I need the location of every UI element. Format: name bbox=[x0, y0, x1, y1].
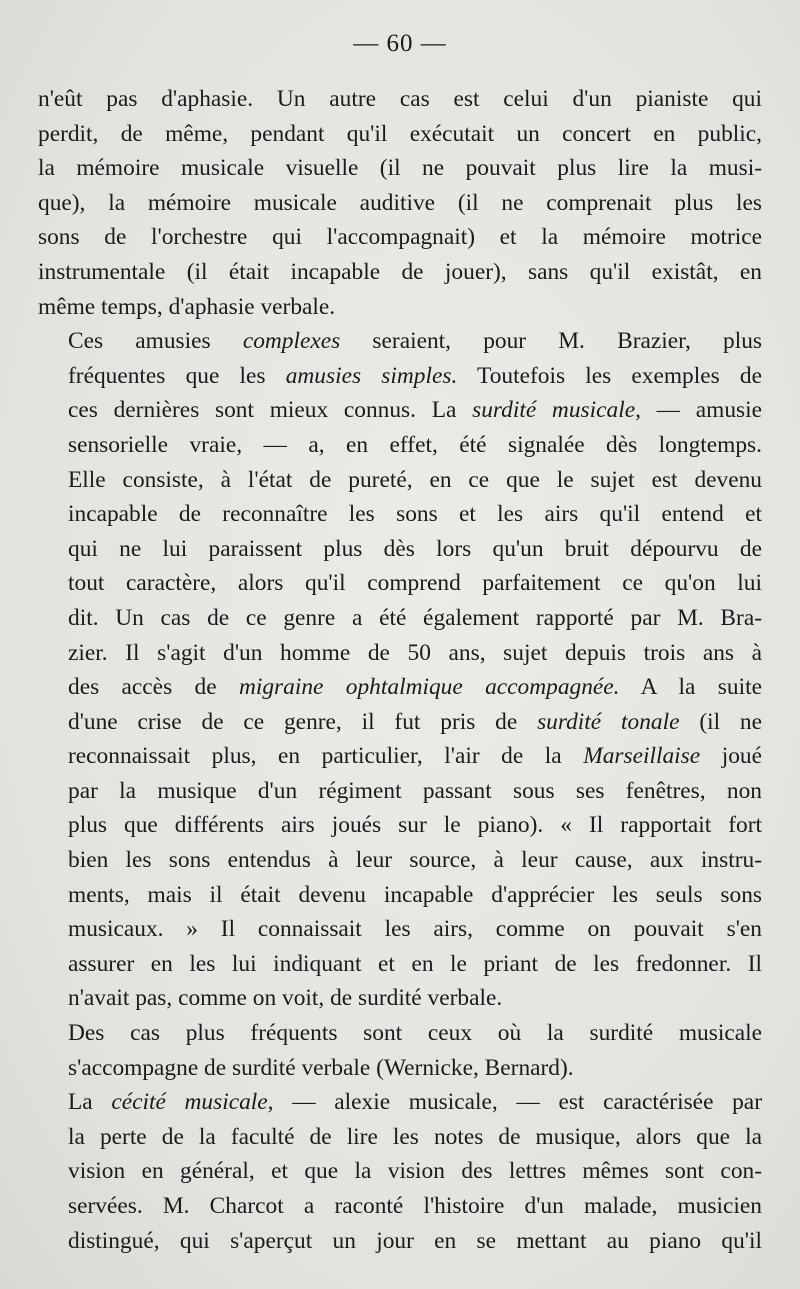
text-run: la mémoire musicale visuelle (il ne pouvait plus lire la musi- bbox=[38, 155, 762, 182]
text-run: musicaux. » Il connaissait les airs, comme on pouvait s'en bbox=[68, 916, 762, 943]
text-run: servées. M. Charcot a raconté l'histoire d'un malade, musicien bbox=[68, 1193, 762, 1219]
text-run: — alexie musicale, — est caractérisée par bbox=[273, 1089, 762, 1116]
text-run: Toutefois les exemples de bbox=[457, 362, 762, 389]
text-run: fréquentes que les bbox=[68, 362, 286, 389]
text-line bbox=[38, 151, 762, 186]
text-run: instrumentale (il était incapable de jouer), sans qu'il existât, en bbox=[38, 258, 762, 285]
text-run: bien les sons entendus à leur source, à leur cause, aux instru- bbox=[68, 847, 762, 874]
text-run: même temps, d'aphasie verbale. bbox=[38, 293, 336, 320]
paragraph bbox=[38, 82, 762, 324]
text-run: la perte de la faculté de lire les notes de musique, alors que la bbox=[68, 1123, 762, 1150]
text-run: dit. Un cas de ce genre a été également rapporté par M. Bra- bbox=[68, 604, 762, 631]
text-line bbox=[38, 1224, 762, 1259]
text-run: La bbox=[68, 1089, 112, 1116]
text-run: seraient, pour M. Brazier, plus bbox=[340, 328, 762, 355]
body-text bbox=[38, 82, 762, 1258]
italic-term: cécité musicale, bbox=[111, 1089, 274, 1116]
text-run: Elle consiste, à l'état de pureté, en ce que le sujet est devenu bbox=[68, 466, 762, 493]
text-run: n'eût pas d'aphasie. Un autre cas est celui d'un pianiste qui bbox=[38, 86, 762, 112]
text-line bbox=[38, 808, 762, 843]
text-line bbox=[38, 947, 762, 982]
italic-term: surdité musicale, bbox=[472, 397, 641, 424]
italic-term: migraine ophtalmique accompagnée. bbox=[238, 674, 620, 701]
text-line bbox=[38, 670, 762, 705]
text-run: vision en général, et que la vision des lettres mêmes sont con- bbox=[68, 1158, 762, 1185]
paragraph bbox=[38, 1085, 762, 1258]
paragraph bbox=[38, 324, 762, 1016]
paragraph bbox=[38, 1016, 762, 1085]
text-line bbox=[38, 878, 762, 913]
text-line bbox=[38, 463, 762, 498]
text-run: qui ne lui paraissent plus dès lors qu'un bruit dépourvu de bbox=[68, 535, 762, 562]
text-run: assurer en les lui indiquant et en le priant de les fredonner. Il bbox=[68, 950, 762, 977]
page-number: — 60 — bbox=[353, 30, 447, 57]
text-run: d'une crise de ce genre, il fut pris de bbox=[68, 708, 538, 735]
text-line bbox=[38, 220, 762, 255]
text-line bbox=[38, 912, 762, 947]
text-run: (il ne bbox=[679, 708, 763, 735]
text-line bbox=[38, 1085, 762, 1120]
text-line bbox=[38, 636, 762, 671]
italic-term: surdité tonale bbox=[537, 708, 680, 735]
text-line bbox=[38, 532, 762, 567]
text-line bbox=[38, 324, 762, 359]
text-run: Des cas plus fréquents sont ceux où la surdité musicale bbox=[68, 1020, 762, 1047]
text-line bbox=[38, 705, 762, 740]
text-line bbox=[38, 393, 762, 428]
text-run: ments, mais il était devenu incapable d'apprécier les seuls sons bbox=[68, 881, 762, 908]
text-run: — amusie bbox=[640, 397, 763, 424]
text-line bbox=[38, 843, 762, 878]
text-line bbox=[38, 428, 762, 463]
text-run: incapable de reconnaître les sons et les airs qu'il entend et bbox=[68, 501, 762, 528]
text-line bbox=[38, 1016, 762, 1051]
text-run: ces dernières sont mieux connus. La bbox=[68, 397, 473, 424]
text-line bbox=[38, 601, 762, 636]
text-run: perdit, de même, pendant qu'il exécutait un concert en public, bbox=[38, 120, 762, 147]
text-run: que), la mémoire musicale auditive (il ne comprenait plus les bbox=[38, 189, 762, 216]
text-line bbox=[38, 566, 762, 601]
text-run: A la suite bbox=[619, 674, 762, 701]
text-line bbox=[38, 497, 762, 532]
text-line bbox=[38, 82, 762, 117]
text-run: tout caractère, alors qu'il comprend parfaitement ce qu'on lui bbox=[68, 570, 762, 597]
text-line bbox=[38, 774, 762, 809]
text-run: plus que différents airs joués sur le piano). « Il rapportait fort bbox=[68, 812, 762, 839]
italic-term: complexes bbox=[242, 328, 341, 355]
text-run: distingué, qui s'aperçut un jour en se mettant au piano qu'il bbox=[68, 1227, 762, 1254]
text-line bbox=[38, 117, 762, 152]
text-line bbox=[38, 255, 762, 290]
text-run: joué bbox=[700, 743, 762, 770]
text-run: reconnaissait plus, en particulier, l'air de la bbox=[68, 743, 584, 770]
text-line bbox=[38, 1051, 762, 1086]
text-run: sons de l'orchestre qui l'accompagnait) et la mémoire motrice bbox=[38, 224, 762, 251]
text-line bbox=[38, 186, 762, 221]
text-run: zier. Il s'agit d'un homme de 50 ans, sujet depuis trois ans à bbox=[68, 639, 762, 666]
text-line bbox=[38, 739, 762, 774]
text-line bbox=[38, 1189, 762, 1224]
text-line bbox=[38, 290, 762, 325]
text-line bbox=[38, 981, 762, 1016]
text-run: sensorielle vraie, — a, en effet, été signalée dès longtemps. bbox=[68, 431, 762, 458]
italic-term: amusies simples. bbox=[285, 362, 458, 389]
italic-term: Marseillaise bbox=[583, 743, 701, 770]
text-run: n'avait pas, comme on voit, de surdité verbale. bbox=[68, 985, 503, 1012]
text-run: Ces amusies bbox=[68, 328, 243, 355]
text-run: des accès de bbox=[68, 674, 239, 701]
text-line bbox=[38, 1154, 762, 1189]
text-run: par la musique d'un régiment passant sous ses fenêtres, non bbox=[68, 777, 762, 804]
text-line bbox=[38, 359, 762, 394]
text-line bbox=[38, 1120, 762, 1155]
text-run: s'accompagne de surdité verbale (Wernicke, Bernard). bbox=[68, 1054, 574, 1081]
